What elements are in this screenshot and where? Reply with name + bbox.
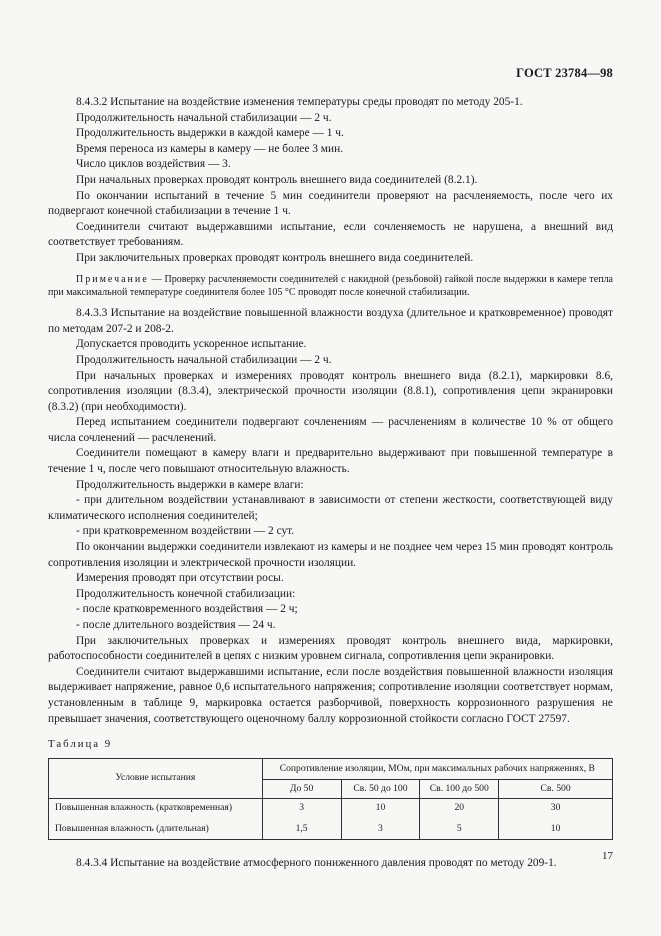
column-header: Св. 500: [499, 779, 613, 798]
note-text: — Проверку расчленяемости соединителей с накидной (резьбовой) гайкой после выдержки в камере тепла при максимальной температуре соединителя более 105 °С проводят после конечной стабилизации.: [48, 273, 613, 299]
paragraph: Продолжительность начальной стабилизации — 2 ч.: [76, 353, 332, 366]
table-cell-condition: Повышенная влажность (кратковременная): [49, 798, 263, 817]
paragraph: При начальных проверках проводят контроль внешнего вида соединителей (8.2.1).: [76, 173, 478, 186]
table-cell: 5: [420, 817, 499, 840]
paragraph: При заключительных проверках и измерениях проводят контроль внешнего вида, маркировки, работоспособности соединителей в цепях с низким уровнем сигнала, сопротивления цепи экранировки.: [48, 634, 613, 663]
paragraph: Перед испытанием соединители подвергают сочленениям — расчленениям в количестве 10 % от общего числа сочленений — расчленений.: [48, 416, 613, 444]
paragraph: Измерения проводят при отсутствии росы.: [76, 572, 284, 585]
paragraph: Число циклов воздействия — 3.: [76, 158, 231, 171]
table-row: [49, 817, 613, 840]
column-header: Св. 100 до 500: [420, 779, 499, 798]
paragraph: При заключительных проверках проводят контроль внешнего вида соединителей.: [76, 251, 474, 264]
column-header-group: Сопротивление изоляции, МОм, при максимальных рабочих напряжениях, В: [262, 758, 612, 779]
column-header-condition: Условие испытания: [49, 758, 263, 798]
list-item: - при длительном воздействии устанавливают в зависимости от степени жесткости, соответствующей виду климатического исполнения соединителей;: [48, 494, 613, 522]
table-cell: 3: [341, 817, 420, 840]
table-cell-condition: Повышенная влажность (длительная): [49, 817, 263, 840]
paragraph: Продолжительность выдержки в каждой камере — 1 ч.: [76, 127, 344, 140]
insulation-resistance-table: [48, 758, 613, 840]
paragraph: Продолжительность выдержки в камере влаги:: [76, 478, 304, 491]
paragraph: Соединители считают выдержавшими испытание, если сочленяемость не нарушена, а внешний вид соответствует требованиям.: [48, 220, 613, 249]
paragraph: Время переноса из камеры в камеру — не более 3 мин.: [76, 142, 344, 155]
list-item: - после кратковременного воздействия — 2 ч;: [76, 603, 298, 616]
table-cell: 20: [420, 798, 499, 817]
note: [48, 273, 613, 301]
paragraph: Продолжительность начальной стабилизации — 2 ч.: [76, 111, 332, 124]
paragraph: Соединители помещают в камеру влаги и предварительно выдерживают при повышенной температуре в течение 1 ч, после чего повышают относительную влажность.: [48, 447, 613, 476]
paragraph: По окончании выдержки соединители извлекают из камеры и не позднее чем через 15 мин проводят контроль сопротивления изоляции и электрической прочности изоляции.: [48, 541, 613, 569]
paragraph: При начальных проверках и измерениях проводят контроль внешнего вида (8.2.1), маркировки 8.6, сопротивления изоляции (8.3.4), электрической прочности изоляции (8.8.1), сопротивления цепи экранировки (8.3.2) (при необходимости).: [48, 369, 613, 413]
paragraph: Соединители считают выдержавшими испытание, если после воздействия повышенной влажности изоляция выдерживает напряжение, равное 0,6 испытательного напряжения; сопротивление изоляции соответствует нормам, установленным в таблице 9, маркировка остается разборчивой, поверхность коррозионного разрушения не превышает значения, соответствующего оценочному баллу коррозионной стойкости согласно ГОСТ 27597.: [48, 665, 613, 725]
table-cell: 30: [499, 798, 613, 817]
table-cell: 3: [262, 798, 341, 817]
column-header: До 50: [262, 779, 341, 798]
document-body: [48, 95, 613, 871]
paragraph: 8.4.3.3 Испытание на воздействие повышенной влажности воздуха (длительное и кратковременное) проводят по методам 207-2 и 208-2.: [48, 307, 613, 335]
page-number: 17: [602, 850, 613, 862]
table-cell: 10: [499, 817, 613, 840]
list-item: - при кратковременном воздействии — 2 сут.: [76, 525, 295, 538]
paragraph: Допускается проводить ускоренное испытание.: [76, 338, 307, 351]
note-label: Примечание: [76, 273, 149, 285]
table-row: [49, 798, 613, 817]
paragraph: Продолжительность конечной стабилизации:: [76, 587, 296, 600]
table-cell: 10: [341, 798, 420, 817]
paragraph: По окончании испытаний в течение 5 мин соединители проверяют на расчленяемость, после чего их подвергают конечной стабилизации в течение 1 ч.: [48, 189, 613, 218]
table-cell: 1,5: [262, 817, 341, 840]
standard-header: ГОСТ 23784—98: [516, 66, 613, 80]
paragraph: 8.4.3.4 Испытание на воздействие атмосферного пониженного давления проводят по методу 209-1.: [76, 856, 557, 869]
paragraph: 8.4.3.2 Испытание на воздействие изменения температуры среды проводят по методу 205-1.: [76, 96, 523, 108]
column-header: Св. 50 до 100: [341, 779, 420, 798]
list-item: - после длительного воздействия — 24 ч.: [76, 619, 276, 631]
table-title: Таблица 9: [48, 738, 113, 751]
